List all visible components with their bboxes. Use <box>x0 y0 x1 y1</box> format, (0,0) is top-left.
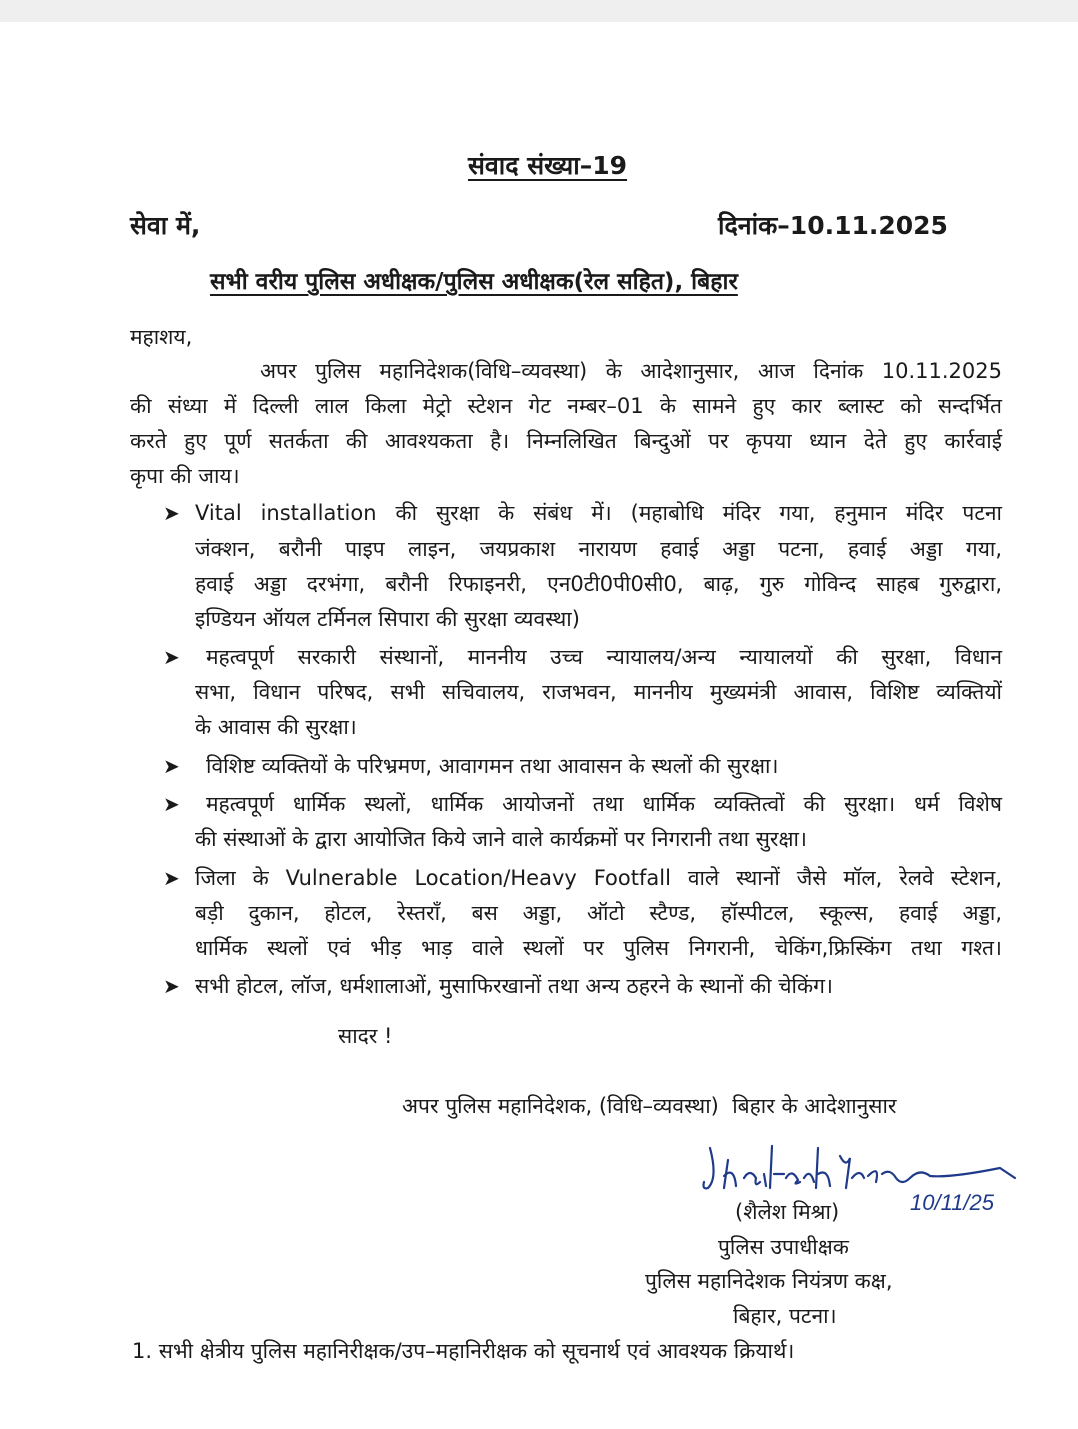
signatory-place: बिहार, पटना। <box>733 1304 837 1328</box>
to-label: सेवा में, <box>130 211 201 240</box>
document-title: संवाद संख्या–19 <box>468 151 628 180</box>
bullet-line: महत्वपूर्ण सरकारी संस्थानों, माननीय उच्च न्यायालय/अन्य न्यायालयों की सुरक्षा, विधान <box>206 645 1002 669</box>
top-bar <box>0 0 1078 22</box>
date: दिनांक–10.11.2025 <box>718 211 948 240</box>
svg-text:10/11/25: 10/11/25 <box>910 1190 995 1215</box>
intro-line: अपर पुलिस महानिदेशक(विधि–व्यवस्था) के आदेशानुसार, आज दिनांक 10.11.2025 <box>260 359 1002 383</box>
bullet-line: जिला के Vulnerable Location/Heavy Footfall वाले स्थानों जैसे मॉल, रेलवे स्टेशन, <box>195 866 1002 890</box>
bullet-line: बड़ी दुकान, होटल, रेस्तराँ, बस अड्डा, ऑटो स्टैण्ड, हॉस्पीटल, स्कूल्स, हवाई अड्डा, <box>195 901 1002 925</box>
arrow-bullet-icon: ➤ <box>163 866 180 890</box>
bullet-line: के आवास की सुरक्षा। <box>195 715 357 739</box>
arrow-bullet-icon: ➤ <box>163 645 180 669</box>
signatory-name: (शैलेश मिश्रा) <box>735 1200 840 1224</box>
arrow-bullet-icon: ➤ <box>163 501 180 525</box>
addressee: सभी वरीय पुलिस अधीक्षक/पुलिस अधीक्षक(रेल सहित), बिहार <box>210 269 738 295</box>
bullet-line: सभा, विधान परिषद, सभी सचिवालय, राजभवन, माननीय मुख्यमंत्री आवास, विशिष्ट व्यक्तियों <box>195 680 1002 704</box>
intro-line: कृपा की जाय। <box>130 464 240 488</box>
closing: सादर ! <box>338 1024 393 1048</box>
copy-to: 1. सभी क्षेत्रीय पुलिस महानिरीक्षक/उप–महानिरीक्षक को सूचनार्थ एवं आवश्यक क्रियार्थ। <box>132 1339 795 1363</box>
signatory-office: पुलिस महानिदेशक नियंत्रण कक्ष, <box>645 1269 893 1293</box>
bullet-line: महत्वपूर्ण धार्मिक स्थलों, धार्मिक आयोजनों तथा धार्मिक व्यक्तित्वों की सुरक्षा। धर्म विशेष <box>206 792 1002 816</box>
bullet-line: सभी होटल, लॉज, धर्मशालाओं, मुसाफिरखानों तथा अन्य ठहरने के स्थानों की चेकिंग। <box>195 974 833 998</box>
intro-line: की संध्या में दिल्ली लाल किला मेट्रो स्टेशन गेट नम्बर–01 के सामने हुए कार ब्लास्ट को सन्दर्भित <box>130 394 1002 418</box>
intro-line: करते हुए पूर्ण सतर्कता की आवश्यकता है। निम्नलिखित बिन्दुओं पर कृपया ध्यान देते हुए कार्रवाई <box>130 429 1002 453</box>
salutation: महाशय, <box>130 325 193 349</box>
arrow-bullet-icon: ➤ <box>163 792 180 816</box>
arrow-bullet-icon: ➤ <box>163 974 180 998</box>
bullet-line: Vital installation की सुरक्षा के संबंध में। (महाबोधि मंदिर गया, हनुमान मंदिर पटना <box>195 501 1002 525</box>
bullet-line: की संस्थाओं के द्वारा आयोजित किये जाने वाले कार्यक्रमों पर निगरानी तथा सुरक्षा। <box>195 827 807 851</box>
signatory-designation: पुलिस उपाधीक्षक <box>718 1235 849 1259</box>
bullet-line: विशिष्ट व्यक्तियों के परिभ्रमण, आवागमन तथा आवासन के स्थलों की सुरक्षा। <box>206 754 779 778</box>
bullet-line: हवाई अड्डा दरभंगा, बरौनी रिफाइनरी, एन0टी0पी0सी0, बाढ़, गुरु गोविन्द साहब गुरुद्वारा, <box>195 572 1002 596</box>
bullet-line: जंक्शन, बरौनी पाइप लाइन, जयप्रकाश नारायण हवाई अड्डा पटना, हवाई अड्डा गया, <box>195 537 1002 561</box>
bullet-line: धार्मिक स्थलों एवं भीड़ भाड़ वाले स्थलों पर पुलिस निगरानी, चेकिंग,फ्रिस्किंग तथा गश्त। <box>195 936 1002 960</box>
authority-line: अपर पुलिस महानिदेशक, (विधि–व्यवस्था) बिहार के आदेशानुसार <box>402 1094 897 1118</box>
arrow-bullet-icon: ➤ <box>163 754 180 778</box>
bullet-line: इण्डियन ऑयल टर्मिनल सिपारा की सुरक्षा व्यवस्था) <box>195 607 580 631</box>
